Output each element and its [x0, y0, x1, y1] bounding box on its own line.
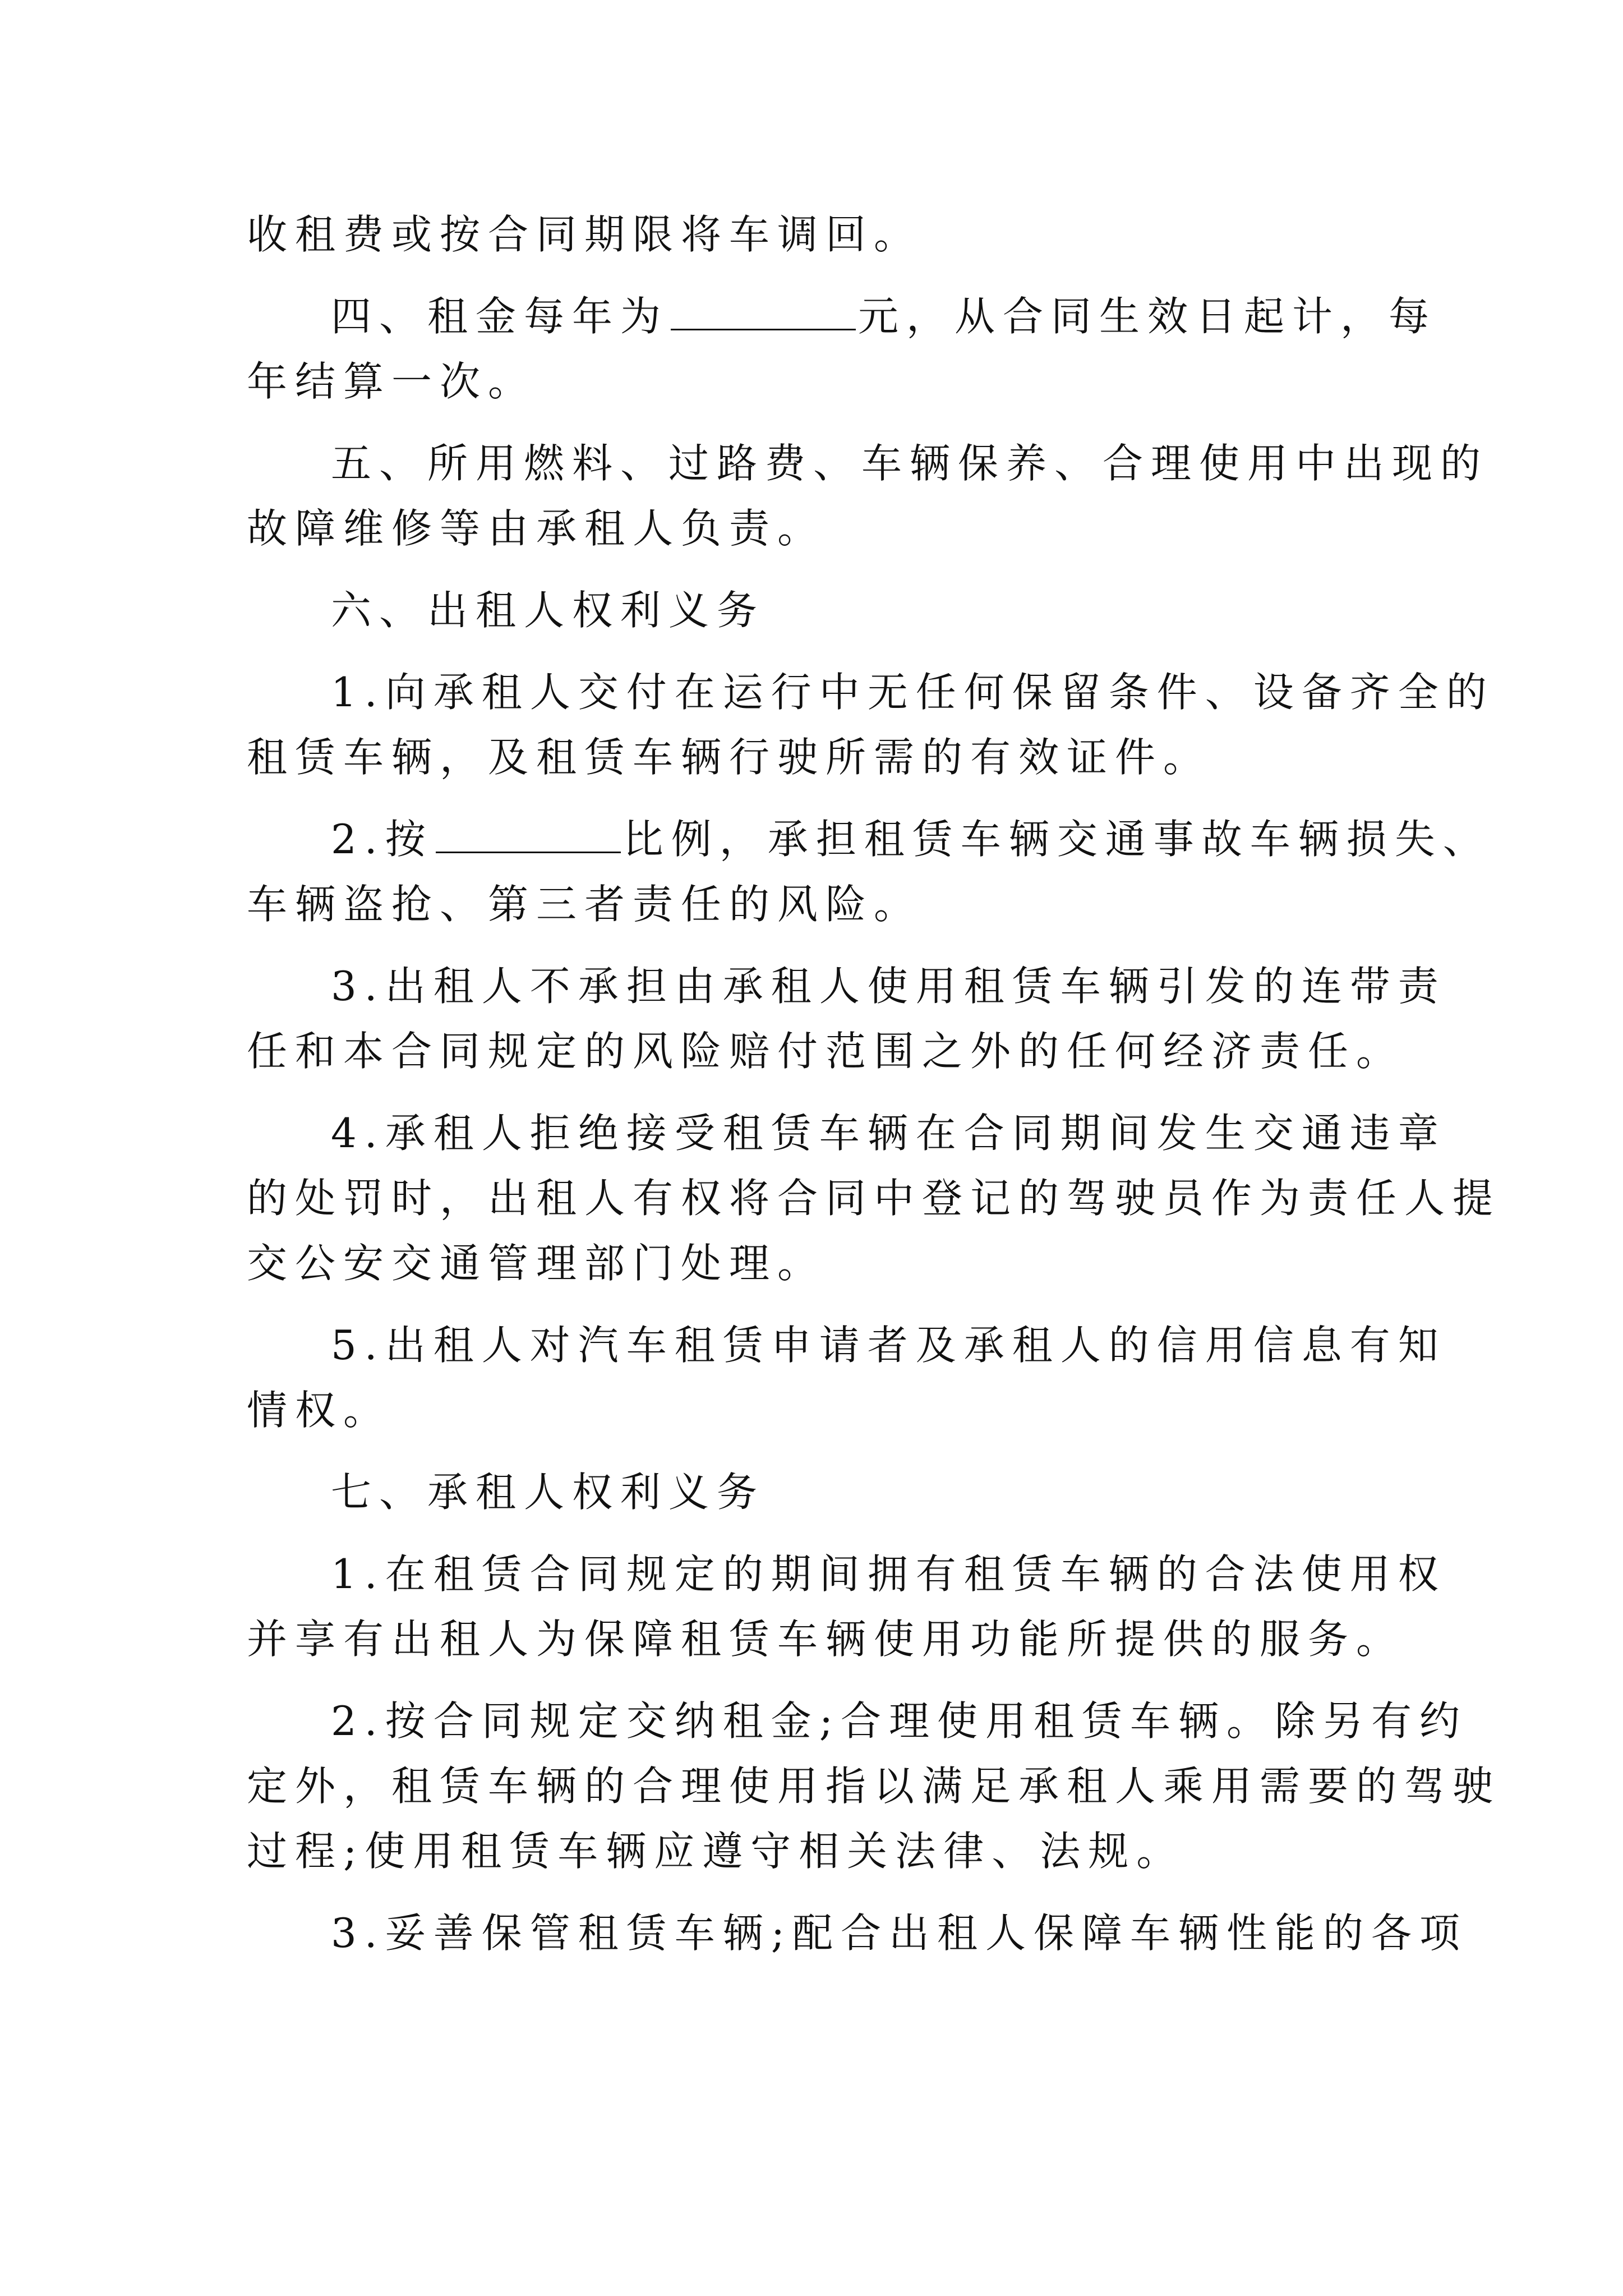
text-line: 任和本合同规定的风险赔付范围之外的任何经济责任。: [247, 1028, 1405, 1075]
paragraph-lessee-3: [247, 1901, 1468, 1966]
text-line: 五、所用燃料、过路费、车辆保养、合理使用中出现的: [331, 440, 1489, 487]
text-segment: 比例，承担租赁车辆交通事故车辆损失、: [623, 816, 1491, 863]
text-line: 3.妥善保管租赁车辆;配合出租人保障车辆性能的各项: [331, 1910, 1468, 1957]
paragraph-rent-clause: [247, 284, 1437, 414]
text-segment: 四、租金每年为: [331, 293, 669, 340]
text-line: 情权。: [247, 1387, 392, 1434]
text-line: 七、承租人权利义务: [331, 1469, 766, 1516]
blank-fill-line: [436, 818, 621, 853]
paragraph-lessor-5: [247, 1313, 1446, 1443]
text-line: [247, 284, 1437, 349]
text-line: 1.在租赁合同规定的期间拥有租赁车辆的合法使用权: [331, 1550, 1446, 1598]
text-line: 租赁车辆，及租赁车辆行驶所需的有效证件。: [247, 734, 1212, 781]
text-segment: 元，从合同生效日起计，每: [858, 293, 1437, 340]
paragraph-lessor-2: [247, 807, 1491, 937]
text-line: 的处罚时，出租人有权将合同中登记的驾驶员作为责任人提: [247, 1175, 1501, 1222]
text-line: 1.向承租人交付在运行中无任何保留条件、设备齐全的: [331, 669, 1495, 716]
document-body: [247, 202, 1501, 1966]
paragraph-lessee-1: [247, 1542, 1446, 1672]
paragraph-continuation: [247, 202, 1424, 267]
text-line: 收租费或按合同期限将车调回。: [247, 211, 923, 258]
text-line: 4.承租人拒绝接受租赁车辆在合同期间发生交通违章: [331, 1110, 1446, 1157]
text-line: 2.按合同规定交纳租金;合理使用租赁车辆。除另有约: [331, 1697, 1468, 1745]
paragraph-lessee-2: [247, 1688, 1501, 1884]
text-line: 交公安交通管理部门处理。: [247, 1240, 826, 1287]
text-line: 并享有出租人为保障租赁车辆使用功能所提供的服务。: [247, 1616, 1405, 1663]
blank-fill-line: [671, 295, 856, 330]
paragraph-lessor-3: [247, 954, 1446, 1084]
section-heading-lessee: [247, 1460, 1424, 1525]
text-line: 5.出租人对汽车租赁申请者及承租人的信用信息有知: [331, 1322, 1446, 1369]
text-line: 过程;使用租赁车辆应遵守相关法律、法规。: [247, 1828, 1185, 1875]
text-segment: 2.按: [331, 816, 434, 863]
text-line: 3.出租人不承担由承租人使用租赁车辆引发的连带责: [331, 963, 1446, 1010]
text-line: 故障维修等由承租人负责。: [247, 505, 826, 552]
text-line: 车辆盗抢、第三者责任的风险。: [247, 881, 923, 928]
paragraph-lessor-4: [247, 1101, 1501, 1296]
paragraph-fuel-clause: [247, 431, 1489, 561]
paragraph-lessor-1: [247, 660, 1495, 790]
text-line: 年结算一次。: [247, 358, 537, 405]
text-line: [247, 807, 1491, 872]
section-heading-lessor: [247, 578, 1424, 643]
text-line: 六、出租人权利义务: [331, 587, 766, 634]
text-line: 定外，租赁车辆的合理使用指以满足承租人乘用需要的驾驶: [247, 1763, 1501, 1810]
